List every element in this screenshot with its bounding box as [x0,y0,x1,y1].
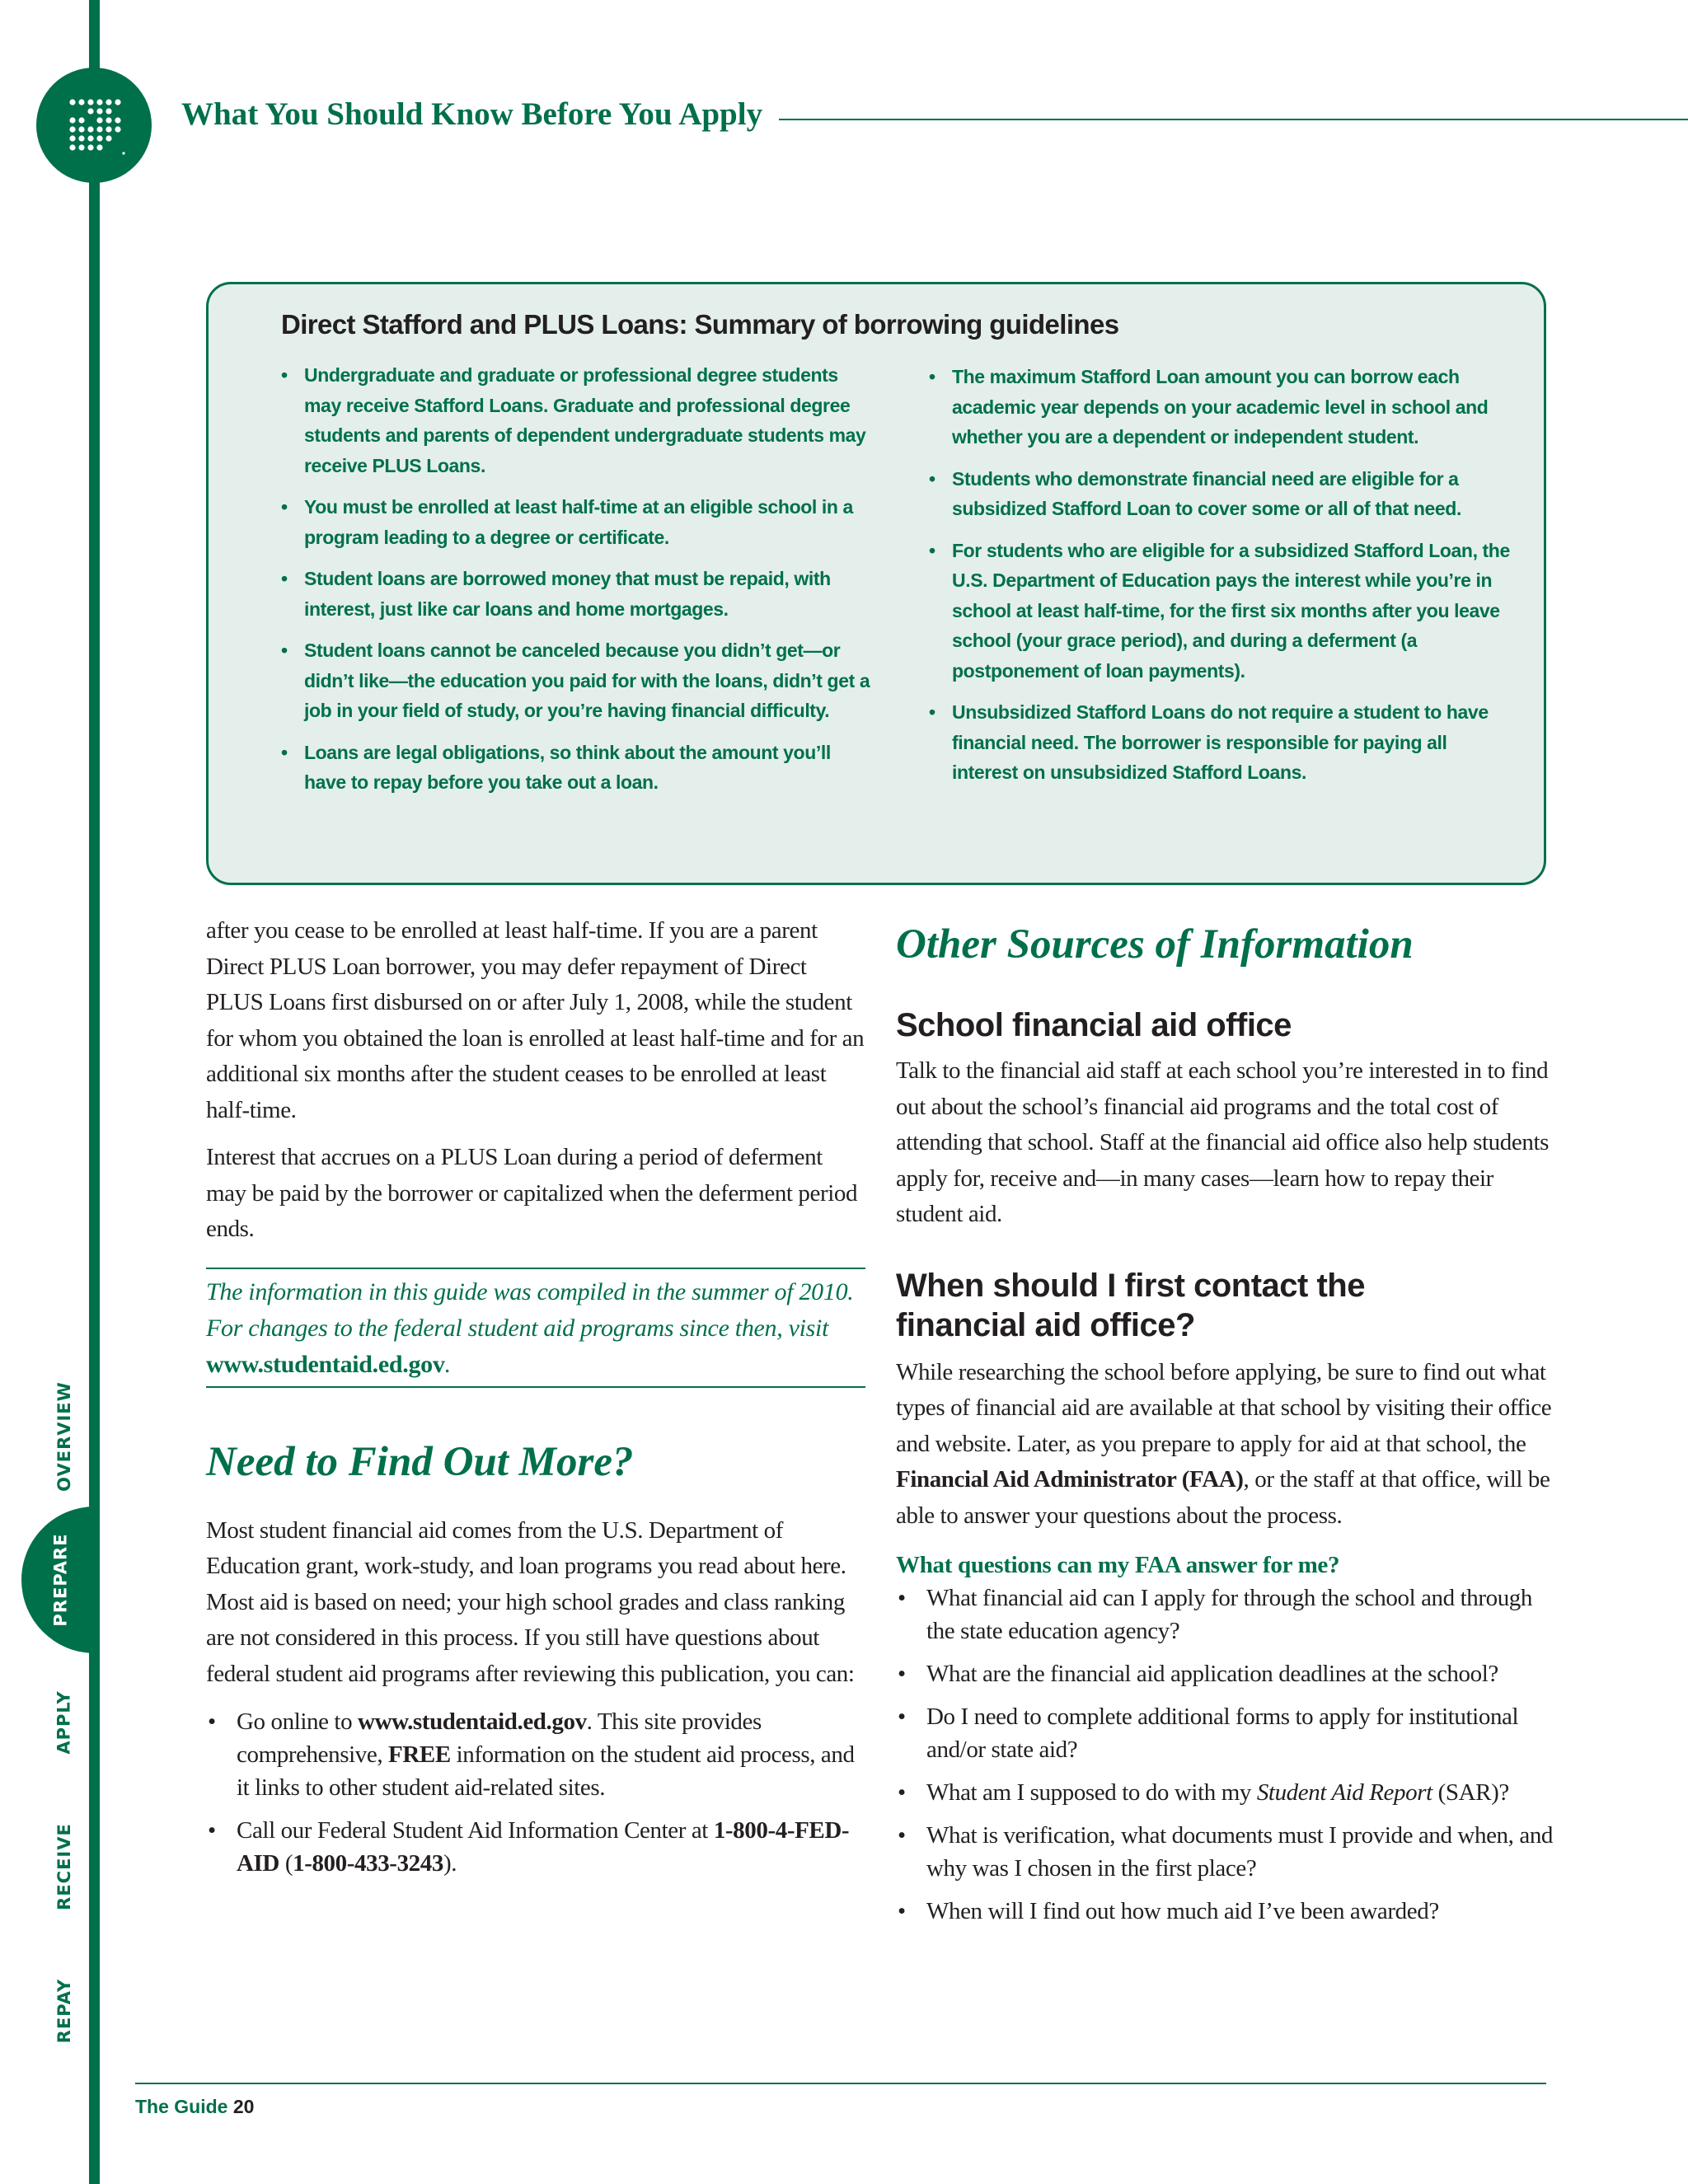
text: (SAR)? [1432,1779,1509,1806]
school-office-heading: School financial aid office [896,1007,1292,1043]
need-more-heading: Need to Find Out More? [206,1438,634,1485]
summary-bullet: • Student loans are borrowed money that must be repaid, with interest, just like car loans and home mortgages. [281,564,874,624]
summary-box [206,282,1546,885]
summary-bullet: • Student loans cannot be canceled because you didn’t get—or didn’t like—the education you paid for with the loans, didn’t get a job in your field of study, or you’re having financial difficulty. [281,635,874,726]
free-emphasis: FREE [388,1741,451,1768]
summary-bullet: • Loans are legal obligations, so think about the amount you’ll have to repay before you take out a loan. [281,738,874,798]
studentaid-link[interactable]: www.studentaid.ed.gov [358,1708,587,1735]
summary-bullet: • Undergraduate and graduate or professional degree students may receive Stafford Loans. Graduate and professional degree students and parents of dependent undergraduate students may receive PLUS Loans. [281,360,874,480]
compiled-note [206,1268,865,1388]
faa-emphasis: Financial Aid Administrator (FAA) [896,1466,1244,1493]
heading-line: financial aid office? [896,1306,1195,1343]
text: Call our Federal Student Aid Information Center at [237,1817,714,1844]
list-item: • What are the financial aid application deadlines at the school? [896,1657,1555,1690]
footer-label: The Guide [135,2096,228,2117]
need-more-list [206,1705,865,1880]
page-number: 20 [232,2096,255,2117]
list-item: • When will I find out how much aid I’ve been awarded? [896,1895,1555,1928]
other-sources-heading: Other Sources of Information [896,921,1414,968]
summary-right-list [929,362,1514,799]
list-item: • What is verification, what documents must I provide and when, and why was I chosen in the first place? [896,1819,1555,1885]
nav-tab-label: REPAY [54,1978,74,2044]
nav-tab-label: OVERVIEW [54,1381,75,1492]
summary-left-list [281,360,874,809]
page-footer [135,2096,254,2118]
nav-tab-apply[interactable] [40,1673,89,1772]
text: ( [279,1850,293,1877]
summary-bullet: • Unsubsidized Stafford Loans do not require a student to have financial need. The borrower is responsible for paying all interest on unsubsidized Stafford Loans. [929,697,1514,788]
faa-questions-heading: What questions can my FAA answer for me? [896,1552,1340,1578]
nav-tab-label: RECEIVE [54,1823,74,1910]
left-column [206,913,865,1880]
nav-tab-repay[interactable] [40,1961,89,2060]
heading-line: When should I first contact the [896,1267,1365,1304]
nav-tab-receive[interactable] [40,1817,89,1916]
school-office-paragraph: Talk to the financial aid staff at each school you’re interested in to find out about the school’s financial aid programs and the total cost of attending that school. Staff at the financial aid office also help students apply for, receive and—in many cases—learn how to repay their student aid. [896,1057,1549,1227]
summary-title: Direct Stafford and PLUS Loans: Summary of borrowing guidelines [281,309,1119,340]
text: . This site provides comprehensive, [237,1708,762,1768]
need-more-paragraph: Most student financial aid comes from the U.S. Department of Education grant, work-study, and loan programs you read about here. Most aid is based on need; your high school grades and class ranking are not considered in this process. If you still have questions about federal student aid programs after reviewing this publication, you can: [206,1516,855,1687]
summary-bullet: • Students who demonstrate financial need are eligible for a subsidized Stafford Loan to cover some or all of that need. [929,464,1514,524]
nav-tab-label: APPLY [54,1690,75,1755]
page-header-title: What You Should Know Before You Apply [181,96,763,132]
footer-divider [135,2083,1546,2084]
list-item [206,1705,865,1804]
deferment-paragraph: after you cease to be enrolled at least half-time. If you are a parent Direct PLUS Loan borrower, you may defer repayment of Direct PLUS Loans first disbursed on or after July 1, 2008, while the student for whom you obtained the loan is enrolled at least half-time and for an additional six months after the student ceases to be enrolled at least half-time. [206,917,865,1123]
list-item [896,1776,1555,1809]
phone-number[interactable]: 1-800-433-3243 [293,1850,443,1877]
nav-tab-overview[interactable] [40,1381,89,1492]
nav-tab-prepare[interactable] [21,1507,100,1653]
note-end: . [444,1350,451,1378]
text: Go online to [237,1708,359,1735]
text: What am I supposed to do with my [926,1779,1257,1806]
left-rail [89,0,100,2184]
header-divider [779,119,1688,120]
summary-bullet: • The maximum Stafford Loan amount you can borrow each academic year depends on your academic level in school and whether you are a dependent or independent student. [929,362,1514,452]
dot-matrix-icon [36,68,152,183]
contact-paragraph [896,1355,1555,1535]
text: ). [443,1850,457,1877]
contact-heading [896,1266,1555,1345]
text: While researching the school before applying, be sure to find out what types of financial aid are available at that school by visiting their office and website. Later, as you prepare to apply for aid at that school, the [896,1358,1552,1457]
sar-title: Student Aid Report [1256,1779,1432,1806]
logo-icon [36,68,152,183]
text: , or the staff at that office, will be able to answer your questions about the process. [896,1466,1550,1529]
nav-tab-label: PREPARE [50,1533,71,1627]
list-item [206,1814,865,1880]
faa-questions-list [896,1582,1555,1928]
note-link[interactable]: www.studentaid.ed.gov [206,1350,445,1378]
interest-paragraph: Interest that accrues on a PLUS Loan during a period of deferment may be paid by the borrower or capitalized when the deferment period ends. [206,1144,858,1242]
right-column [896,913,1555,1928]
list-item: • Do I need to complete additional forms to apply for institutional and/or state aid? [896,1700,1555,1766]
text: information on the student aid process, and it links to other student aid-related sites. [237,1741,855,1801]
summary-bullet: • You must be enrolled at least half-time at an eligible school in a program leading to a degree or certificate. [281,492,874,552]
phone-number[interactable]: 1-800-4-FED-AID [237,1817,850,1877]
summary-bullet: • For students who are eligible for a subsidized Stafford Loan, the U.S. Department of Education pays the interest while you’re in school at least half-time, for the first six months after you leave school (your grace period), and during a deferment (a postponement of loan payments). [929,536,1514,687]
list-item: • What financial aid can I apply for through the school and through the state education agency? [896,1582,1555,1647]
note-text: The information in this guide was compiled in the summer of 2010. For changes to the federal student aid programs since then, visit [206,1277,854,1342]
